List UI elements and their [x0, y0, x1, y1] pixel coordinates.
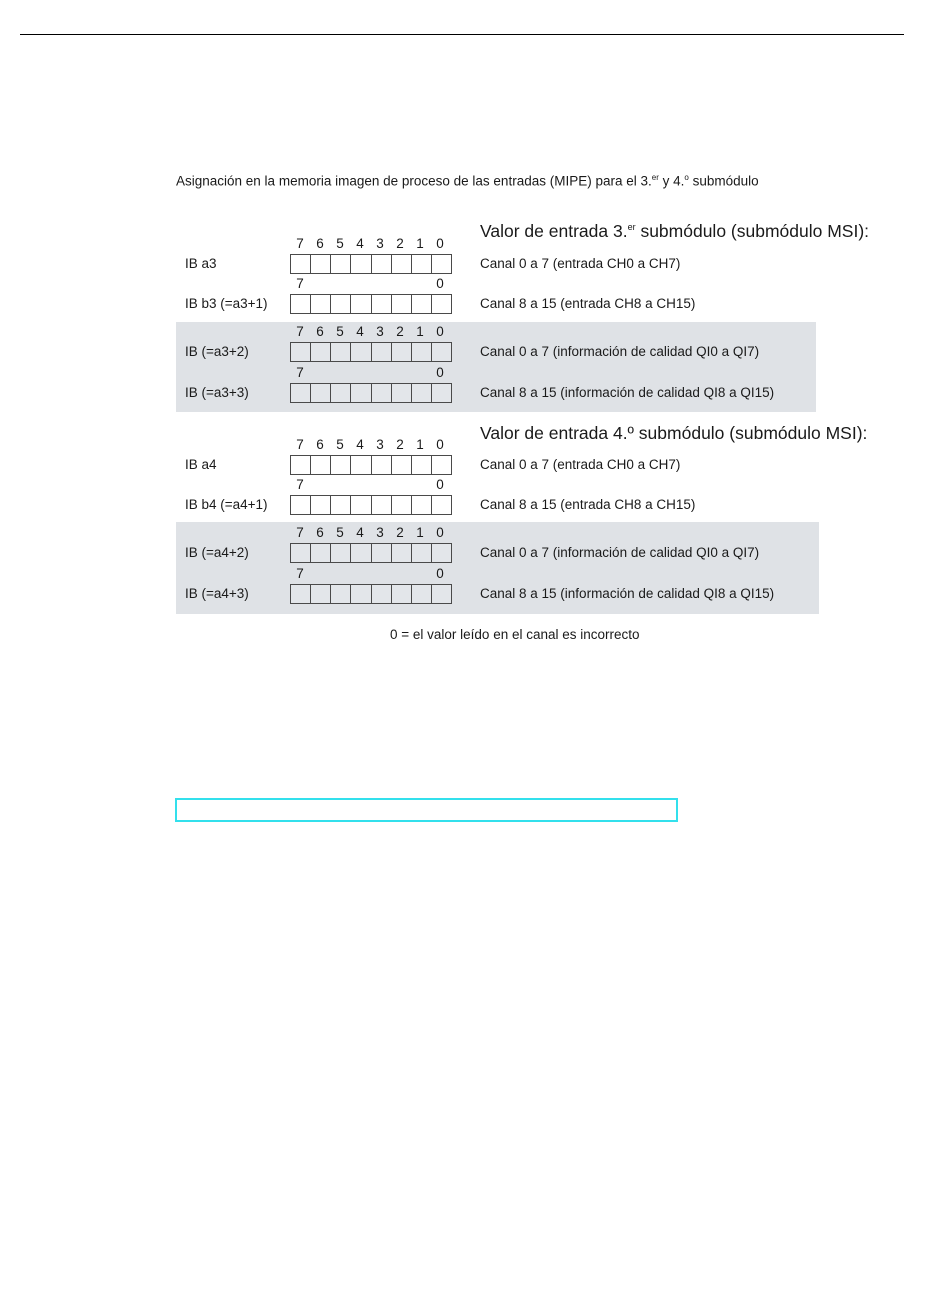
bit-cell [291, 255, 311, 273]
bit-cell [372, 255, 392, 273]
bit-cell [392, 496, 412, 514]
bit-number: 6 [316, 236, 324, 251]
channel-description: Canal 8 a 15 (entrada CH8 a CH15) [480, 296, 696, 311]
bit-number: 3 [376, 525, 384, 540]
bit-cell [351, 384, 371, 402]
bit-cell [392, 384, 412, 402]
bit-number: 1 [416, 525, 424, 540]
bit-number: 7 [296, 276, 304, 291]
byte-bit-box [290, 455, 452, 475]
bit-number: 1 [416, 236, 424, 251]
bit-number: 0 [436, 525, 444, 540]
byte-address-label: IB (=a4+2) [185, 545, 249, 560]
legend-note: 0 = el valor leído en el canal es incorrecto [390, 627, 640, 642]
bit-number: 0 [436, 324, 444, 339]
bit-number: 5 [336, 236, 344, 251]
bit-cell [331, 456, 351, 474]
bit-number: 2 [396, 437, 404, 452]
bit-cell [372, 496, 392, 514]
bit-number: 2 [396, 525, 404, 540]
bit-cell [331, 585, 351, 603]
byte-bit-box [290, 294, 452, 314]
bit-number: 3 [376, 437, 384, 452]
bit-number: 4 [356, 525, 364, 540]
bit-cell [351, 255, 371, 273]
bit-number: 6 [316, 324, 324, 339]
bit-number: 2 [396, 236, 404, 251]
bit-cell [392, 295, 412, 313]
channel-description: Canal 0 a 7 (información de calidad QI0 a QI7) [480, 344, 760, 359]
highlight-box [175, 798, 678, 822]
bit-cell [432, 384, 451, 402]
bit-number: 7 [296, 365, 304, 380]
bit-number: 6 [316, 525, 324, 540]
byte-address-label: IB (=a3+2) [185, 344, 249, 359]
bit-cell [311, 585, 331, 603]
bit-cell [291, 343, 311, 361]
bit-cell [432, 295, 451, 313]
bit-cell [311, 456, 331, 474]
bit-number: 7 [296, 324, 304, 339]
channel-description: Canal 8 a 15 (información de calidad QI8 a QI15) [480, 586, 775, 601]
submodule4-heading: Valor de entrada 4.º submódulo (submódulo MSI): [480, 423, 868, 443]
bit-number: 7 [296, 525, 304, 540]
bit-cell [372, 585, 392, 603]
bit-number: 6 [316, 437, 324, 452]
byte-address-label: IB b4 (=a4+1) [185, 497, 268, 512]
bit-cell [412, 384, 432, 402]
bit-number: 5 [336, 324, 344, 339]
bit-cell [291, 384, 311, 402]
bit-cell [372, 384, 392, 402]
bit-number: 1 [416, 324, 424, 339]
bit-number: 7 [296, 236, 304, 251]
bit-cell [372, 456, 392, 474]
figure-caption: Asignación en la memoria imagen de proceso de las entradas (MIPE) para el 3.$^{er}$ y 4.$^o$ submódulo [176, 173, 759, 189]
bit-number: 7 [296, 477, 304, 492]
submodule3-heading: Valor de entrada 3.$^{er}$ submódulo (submódulo MSI): [480, 221, 870, 241]
bit-cell [311, 255, 331, 273]
bit-number: 4 [356, 324, 364, 339]
bit-cell [311, 544, 331, 562]
bit-cell [311, 295, 331, 313]
byte-address-label: IB a4 [185, 457, 217, 472]
bit-cell [331, 255, 351, 273]
bit-cell [392, 585, 412, 603]
bit-number: 3 [376, 236, 384, 251]
bit-cell [351, 585, 371, 603]
bit-cell [412, 343, 432, 361]
bit-number: 3 [376, 324, 384, 339]
byte-bit-box [290, 495, 452, 515]
bit-cell [291, 585, 311, 603]
bit-number: 0 [436, 365, 444, 380]
bit-cell [372, 544, 392, 562]
bit-cell [432, 496, 451, 514]
channel-description: Canal 8 a 15 (entrada CH8 a CH15) [480, 497, 696, 512]
bit-number: 0 [436, 236, 444, 251]
bit-cell [432, 544, 451, 562]
bit-number: 0 [436, 566, 444, 581]
bit-cell [331, 544, 351, 562]
bit-number: 0 [436, 276, 444, 291]
bit-number: 2 [396, 324, 404, 339]
bit-number: 1 [416, 437, 424, 452]
bit-cell [331, 496, 351, 514]
bit-cell [311, 384, 331, 402]
byte-bit-box [290, 543, 452, 563]
byte-bit-box [290, 584, 452, 604]
bit-number: 7 [296, 566, 304, 581]
bit-cell [351, 496, 371, 514]
bit-cell [432, 456, 451, 474]
bit-cell [331, 295, 351, 313]
channel-description: Canal 0 a 7 (entrada CH0 a CH7) [480, 457, 681, 472]
bit-cell [412, 544, 432, 562]
bit-cell [412, 456, 432, 474]
byte-bit-box [290, 254, 452, 274]
bit-number: 5 [336, 437, 344, 452]
bit-cell [291, 544, 311, 562]
byte-address-label: IB (=a3+3) [185, 385, 249, 400]
byte-address-label: IB b3 (=a3+1) [185, 296, 268, 311]
bit-cell [291, 456, 311, 474]
bit-cell [432, 585, 451, 603]
bit-cell [351, 295, 371, 313]
bit-cell [372, 343, 392, 361]
byte-bit-box [290, 342, 452, 362]
bit-cell [311, 343, 331, 361]
bit-cell [392, 255, 412, 273]
bit-cell [291, 496, 311, 514]
bit-cell [392, 456, 412, 474]
channel-description: Canal 8 a 15 (información de calidad QI8 a QI15) [480, 385, 775, 400]
byte-address-label: IB a3 [185, 256, 217, 271]
bit-cell [351, 343, 371, 361]
bit-cell [372, 295, 392, 313]
bit-number: 5 [336, 525, 344, 540]
bit-cell [432, 255, 451, 273]
bit-cell [331, 384, 351, 402]
bit-cell [331, 343, 351, 361]
bit-number: 0 [436, 477, 444, 492]
bit-cell [412, 295, 432, 313]
bit-number: 4 [356, 437, 364, 452]
bit-number: 0 [436, 437, 444, 452]
bit-cell [432, 343, 451, 361]
bit-cell [412, 585, 432, 603]
top-rule [20, 34, 904, 35]
bit-cell [351, 544, 371, 562]
bit-cell [351, 456, 371, 474]
bit-number: 7 [296, 437, 304, 452]
bit-cell [412, 255, 432, 273]
bit-cell [311, 496, 331, 514]
bit-cell [291, 295, 311, 313]
byte-bit-box [290, 383, 452, 403]
bit-number: 4 [356, 236, 364, 251]
bit-cell [392, 343, 412, 361]
channel-description: Canal 0 a 7 (entrada CH0 a CH7) [480, 256, 681, 271]
channel-description: Canal 0 a 7 (información de calidad QI0 a QI7) [480, 545, 760, 560]
bit-cell [412, 496, 432, 514]
byte-address-label: IB (=a4+3) [185, 586, 249, 601]
bit-cell [392, 544, 412, 562]
